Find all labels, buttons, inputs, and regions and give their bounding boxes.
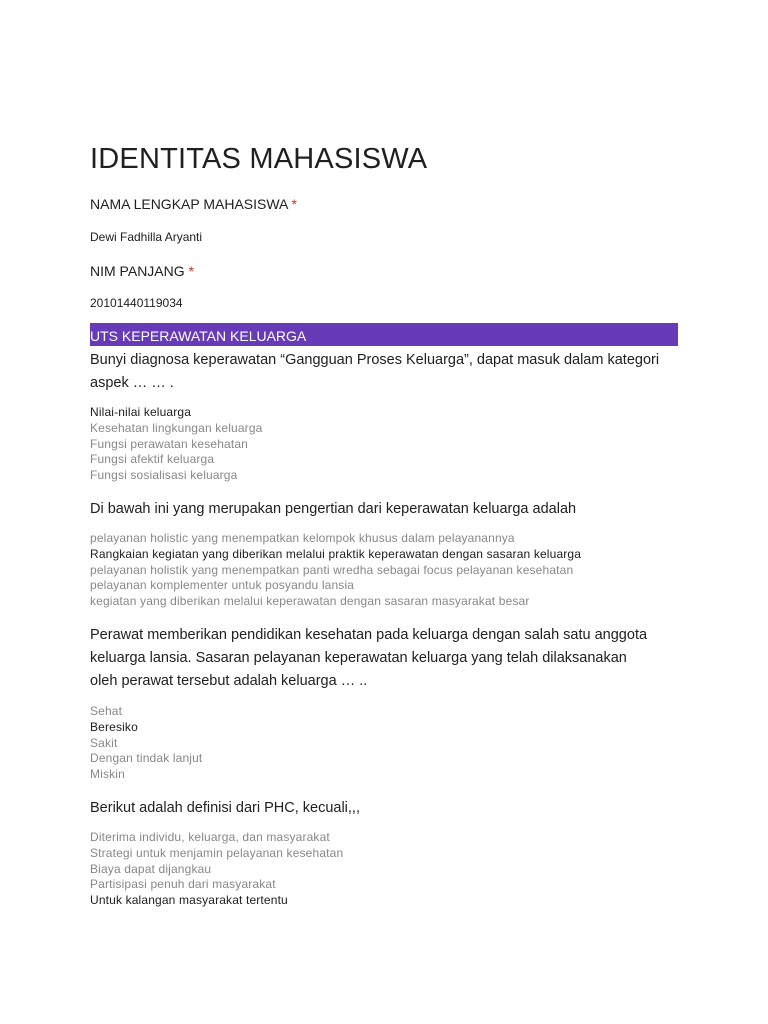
question-1-option: Fungsi perawatan kesehatan — [90, 436, 249, 451]
question-4-option: Untuk kalangan masyarakat tertentu — [90, 893, 288, 908]
question-4-options — [90, 830, 690, 909]
question-3-option: Dengan tindak lanjut — [90, 751, 203, 766]
question-2-option: pelayanan holistik yang menempatkan panti wredha sebagai focus pelayanan kesehatan — [90, 562, 574, 577]
question-4-option: Partisipasi penuh dari masyarakat — [90, 877, 276, 892]
field-value-nama: Dewi Fadhilla Aryanti — [90, 230, 203, 244]
required-asterisk: * — [291, 196, 297, 212]
page-title: IDENTITAS MAHASISWA — [90, 143, 428, 175]
field-value-nim: 20101440119034 — [90, 296, 183, 310]
question-2-option: kegiatan yang diberikan melalui keperawatan dengan sasaran masyarakat besar — [90, 594, 530, 609]
question-2-options — [90, 531, 690, 610]
question-3-options — [90, 704, 690, 783]
question-1-option: Fungsi sosialisasi keluarga — [90, 468, 238, 483]
field-label-text: NAMA LENGKAP MAHASISWA — [90, 196, 288, 212]
question-2-text: Di bawah ini yang merupakan pengertian dari keperawatan keluarga adalah — [90, 501, 577, 517]
question-2-option: pelayanan komplementer untuk posyandu lansia — [90, 578, 355, 593]
question-1-option: Kesehatan lingkungan keluarga — [90, 420, 263, 435]
question-1-option: Fungsi afektif keluarga — [90, 452, 215, 467]
question-3-option: Sehat — [90, 704, 123, 718]
question-3-option: Beresiko — [90, 719, 138, 734]
question-3-text: Perawat memberikan pendidikan kesehatan pada keluarga dengan salah satu anggota keluarga lansia. Sasaran pelayanan keperawatan keluarga yang telah dilaksanakan oleh perawat tersebut adalah keluarga … .. — [90, 627, 648, 689]
field-label-nama — [90, 195, 297, 213]
field-label-nim — [90, 262, 194, 280]
question-4-option: Biaya dapat dijangkau — [90, 861, 212, 876]
required-asterisk: * — [188, 263, 194, 279]
question-1-text: Bunyi diagnosa keperawatan “Gangguan Proses Keluarga”, dapat masuk dalam kategori aspek … … . — [90, 352, 660, 391]
question-4-text: Berikut adalah definisi dari PHC, kecuali,,, — [90, 800, 360, 816]
question-3-option: Miskin — [90, 767, 125, 782]
section-header: UTS KEPERAWATAN KELUARGA — [90, 323, 678, 346]
question-4-option: Diterima individu, keluarga, dan masyarakat — [90, 830, 330, 844]
question-2-option: pelayanan holistic yang menempatkan kelompok khusus dalam pelayanannya — [90, 531, 515, 545]
question-4-option: Strategi untuk menjamin pelayanan kesehatan — [90, 845, 344, 860]
field-label-text: NIM PANJANG — [90, 263, 185, 279]
question-2-option: Rangkaian kegiatan yang diberikan melalui praktik keperawatan dengan sasaran keluarga — [90, 546, 582, 561]
question-1-options — [90, 405, 690, 484]
question-3-option: Sakit — [90, 735, 118, 750]
question-1-option: Nilai-nilai keluarga — [90, 405, 192, 419]
